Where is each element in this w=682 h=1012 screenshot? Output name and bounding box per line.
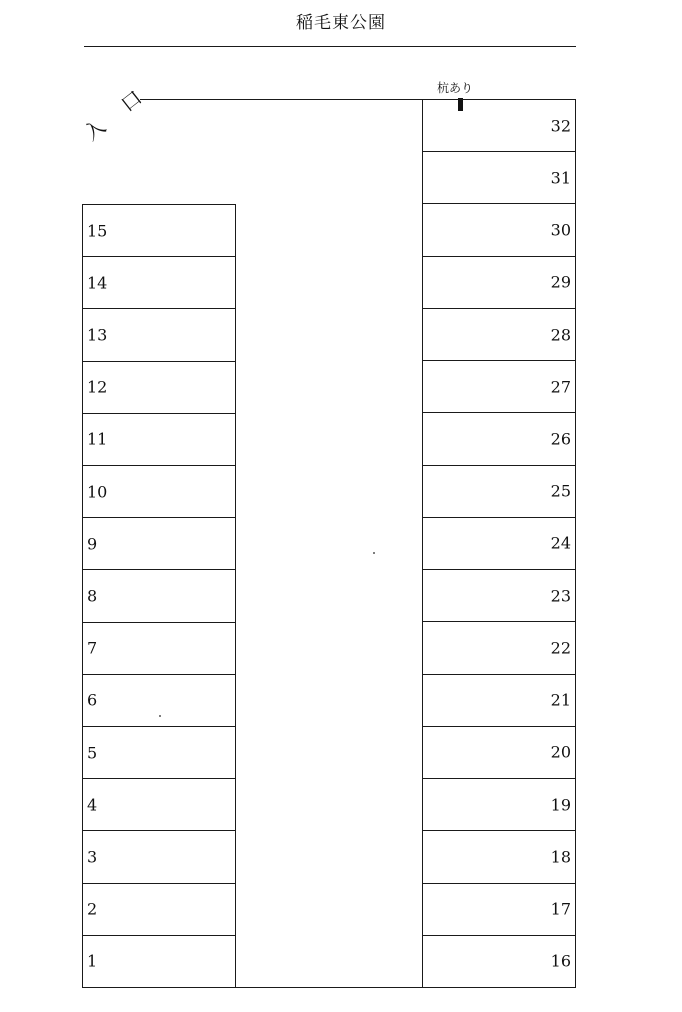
entrance-label: 入 口 bbox=[79, 79, 155, 146]
parking-slot-number: 23 bbox=[550, 586, 571, 606]
parking-slot-number: 14 bbox=[87, 273, 108, 293]
parking-slot-number: 32 bbox=[550, 116, 571, 136]
parking-slot-number: 9 bbox=[87, 534, 98, 554]
parking-slot bbox=[422, 674, 575, 726]
parking-slot bbox=[422, 412, 575, 464]
parking-slot bbox=[422, 360, 575, 412]
parking-slot bbox=[422, 465, 575, 517]
right-column-outer-edge bbox=[575, 99, 576, 988]
parking-slot bbox=[82, 883, 236, 935]
parking-slot-number: 15 bbox=[87, 221, 108, 241]
parking-slot-number: 6 bbox=[87, 690, 98, 710]
park-title: 稲毛東公園 bbox=[296, 13, 386, 33]
parking-slot-number: 20 bbox=[550, 742, 571, 762]
parking-slot bbox=[422, 726, 575, 778]
parking-slot bbox=[422, 569, 575, 621]
parking-slot-number: 25 bbox=[550, 481, 571, 501]
parking-slot bbox=[82, 778, 236, 830]
parking-slot bbox=[422, 203, 575, 255]
title-underline bbox=[84, 46, 576, 47]
parking-slot-number: 2 bbox=[87, 899, 98, 919]
parking-slot bbox=[82, 361, 236, 413]
parking-slot-number: 31 bbox=[550, 168, 571, 188]
parking-slot-number: 1 bbox=[87, 951, 98, 971]
parking-slot bbox=[82, 935, 236, 987]
parking-slot-number: 16 bbox=[550, 951, 571, 971]
parking-slot-number: 7 bbox=[87, 638, 98, 658]
parking-slot bbox=[422, 883, 575, 935]
parking-slot bbox=[422, 151, 575, 203]
parking-slot bbox=[82, 465, 236, 517]
parking-slot-number: 24 bbox=[550, 533, 571, 553]
parking-slot-number: 4 bbox=[87, 795, 98, 815]
parking-slot-number: 5 bbox=[87, 743, 98, 763]
bottom-boundary-line bbox=[82, 987, 576, 988]
parking-slot bbox=[82, 517, 236, 569]
parking-slot bbox=[422, 308, 575, 360]
parking-slot bbox=[422, 256, 575, 308]
parking-slot-number: 17 bbox=[550, 899, 571, 919]
stake-label: 杭あり bbox=[437, 81, 474, 95]
parking-slot-number: 12 bbox=[87, 377, 108, 397]
parking-slot bbox=[82, 413, 236, 465]
parking-slot-number: 11 bbox=[87, 429, 108, 449]
parking-slot bbox=[422, 99, 575, 151]
parking-slot-number: 18 bbox=[550, 847, 571, 867]
parking-slot bbox=[422, 935, 575, 987]
parking-slot-number: 3 bbox=[87, 847, 98, 867]
scan-speck bbox=[159, 715, 161, 717]
parking-slot-number: 26 bbox=[550, 429, 571, 449]
parking-slot bbox=[82, 204, 236, 256]
parking-slot-number: 28 bbox=[550, 325, 571, 345]
scan-speck bbox=[373, 552, 375, 554]
parking-slot bbox=[82, 674, 236, 726]
parking-slot bbox=[422, 830, 575, 882]
parking-slot bbox=[82, 726, 236, 778]
parking-slot bbox=[82, 830, 236, 882]
parking-slot-number: 10 bbox=[87, 482, 108, 502]
parking-slot bbox=[82, 308, 236, 360]
parking-slot bbox=[422, 517, 575, 569]
parking-slot-number: 19 bbox=[550, 795, 571, 815]
parking-slot-number: 8 bbox=[87, 586, 98, 606]
parking-slot-number: 13 bbox=[87, 325, 108, 345]
parking-slot-number: 27 bbox=[550, 377, 571, 397]
parking-slot bbox=[82, 569, 236, 621]
parking-slot bbox=[82, 622, 236, 674]
parking-slot bbox=[422, 621, 575, 673]
parking-slot bbox=[82, 256, 236, 308]
parking-slot-number: 30 bbox=[550, 220, 571, 240]
parking-slot-number: 29 bbox=[550, 272, 571, 292]
parking-slot-number: 22 bbox=[550, 638, 571, 658]
parking-slot bbox=[422, 778, 575, 830]
parking-slot-number: 21 bbox=[550, 690, 571, 710]
